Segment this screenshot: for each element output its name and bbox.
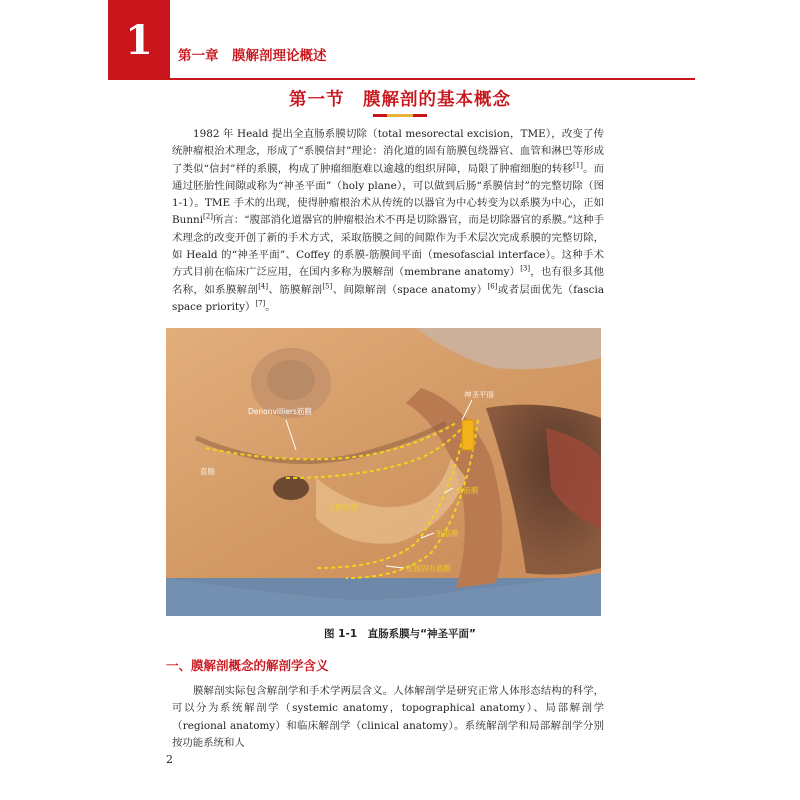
chapter-number-box bbox=[108, 0, 170, 80]
anatomy-photo bbox=[166, 328, 601, 616]
body-paragraph: 膜解剖实际包含解剖学和手术学两层含义。人体解剖学是研究正常人体形态结构的科学，可以分为系统解剖学（systemic anatomy，topographical anatomy）、局部解剖学（regional anatomy）和临床解剖学（clinical anatomy）。系统解剖学和局部解剖学分别按功能系统和人 bbox=[172, 685, 604, 749]
label-holy-plane: 神圣平面 bbox=[464, 390, 494, 399]
citation-ref: [5] bbox=[322, 282, 333, 291]
chapter-number: 1 bbox=[125, 16, 153, 64]
text-run: 。而通过胚胎性间隙或称为“神圣平面”（holy plane），可以做到后肠“系膜信封”的完整切除（图 1-1）。TME 手术的出现，使得肿瘤根治术从传统的以器官为中心转变为以系膜为中心，正如 Bunni bbox=[172, 162, 605, 227]
anatomy-photo-illustration bbox=[166, 328, 601, 616]
citation-ref: [3] bbox=[520, 264, 531, 273]
text-run: 、筋膜解剖 bbox=[268, 283, 323, 296]
citation-ref: [2] bbox=[203, 213, 213, 222]
chapter-title: 第一章 膜解剖理论概述 bbox=[178, 48, 327, 64]
text-run: 、间隙解剖（space anatomy） bbox=[332, 283, 488, 296]
label-denonvilliers: Denonvilliers筋膜 bbox=[248, 407, 312, 416]
citation-ref: [4] bbox=[258, 282, 269, 291]
citation-ref: [1] bbox=[573, 161, 583, 170]
label-visceral-fascia: 脏筋膜 bbox=[436, 529, 459, 538]
text-run: 1982 年 Heald 提出全直肠系膜切除（total mesorectal excision，TME），改变了传统肿瘤根治术理念，形成了“系膜信封”理论：消化道的固有筋膜包绕器官、血管和淋巴等形成了类似“信封”样的系膜，构成了肿瘤细胞难以逾越的组织屏障，局限了肿瘤细胞的转移 bbox=[172, 128, 604, 175]
figure-caption: 图 1-1 直肠系膜与“神圣平面” bbox=[324, 628, 476, 640]
text-run: ，也有很多其他名称，如系膜解剖 bbox=[172, 266, 605, 296]
section-title: 第一节 膜解剖的基本概念 bbox=[289, 90, 511, 110]
label-mesorectum: 直肠系膜 bbox=[328, 503, 358, 512]
citation-ref: [6] bbox=[487, 282, 498, 291]
label-rectum: 直肠 bbox=[200, 467, 215, 476]
text-run: 所言：“腹部消化道器官的肿瘤根治术不再是切除器官，而是切除器官的系膜。”这种手术理念的改变开创了新的手术方式，采取筋膜之间的间隙作为手术层次完成系膜的完整切除，如 Heald 的“神圣平面”、Coffey 的系膜-筋膜间平面（mesofascial interface）。这种手术方式目前在临床广泛应用，在国内多称为膜解剖（membrane anatomy） bbox=[172, 214, 604, 279]
page-number: 2 bbox=[166, 753, 173, 766]
label-rectal-proper-fascia: 直肠固有筋膜 bbox=[406, 564, 451, 573]
section-decoration bbox=[373, 114, 427, 117]
text-run: 。 bbox=[265, 300, 276, 313]
text-run: 或者层面优先（fascia space priority） bbox=[172, 283, 605, 313]
header-rule bbox=[170, 78, 695, 80]
subheading: 一、膜解剖概念的解剖学含义 bbox=[166, 658, 329, 673]
holy-plane-marker bbox=[462, 420, 474, 450]
label-parietal-fascia: 壁筋膜 bbox=[456, 486, 479, 495]
intro-paragraph bbox=[172, 126, 604, 316]
citation-ref: [7] bbox=[255, 299, 266, 308]
